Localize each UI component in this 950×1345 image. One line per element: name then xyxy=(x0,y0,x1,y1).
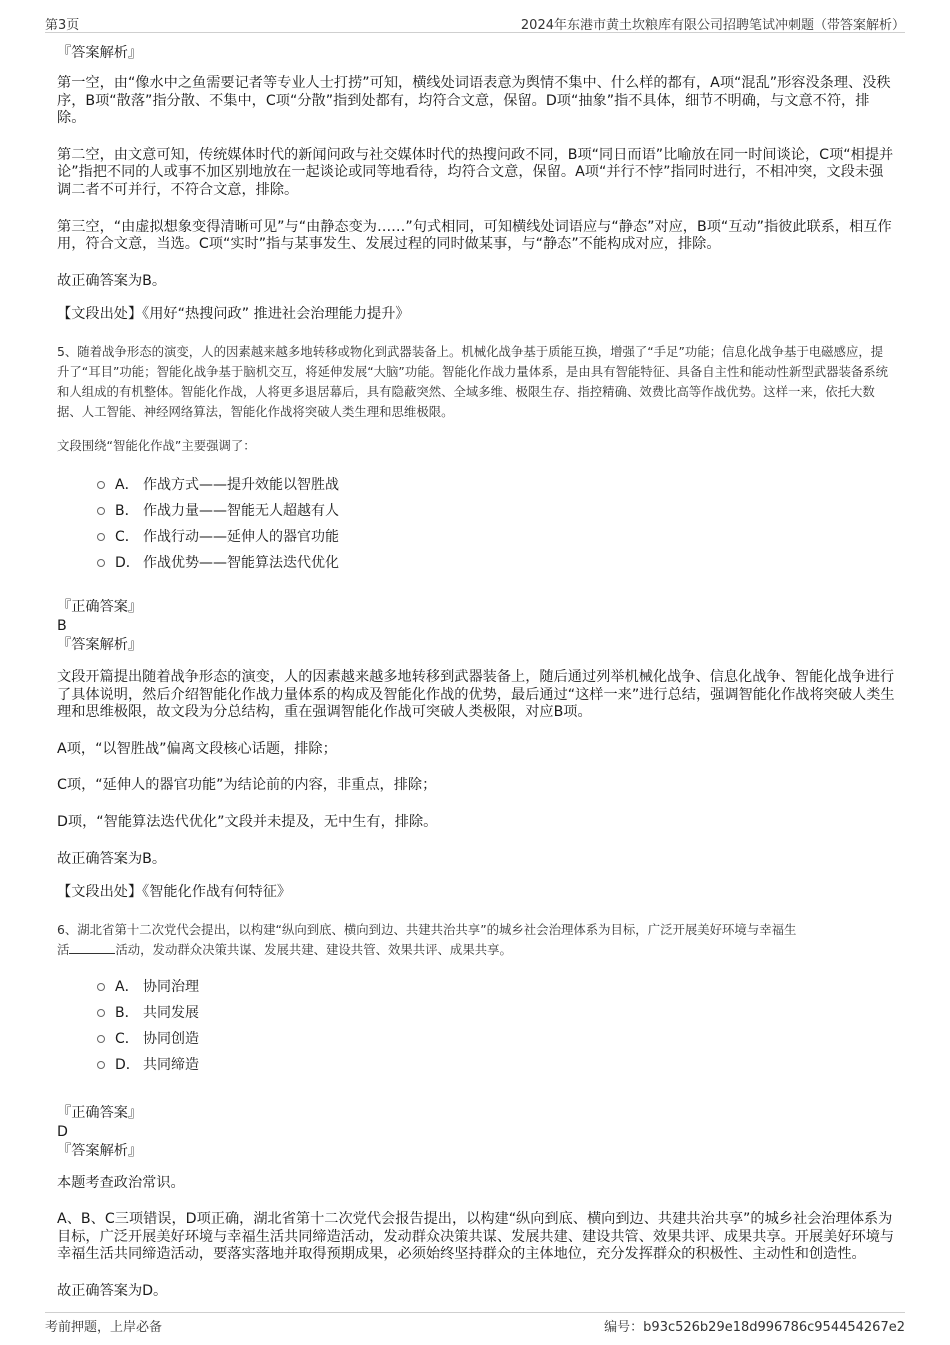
radio-icon[interactable] xyxy=(97,559,105,567)
q5-source: 【文段出处】《智能化作战有何特征》 xyxy=(57,884,292,901)
q6-analysis-label: 『答案解析』 xyxy=(57,1142,143,1159)
radio-icon[interactable] xyxy=(97,1009,105,1017)
q6-option-b[interactable]: B． 共同发展 xyxy=(97,1000,895,1026)
radio-icon[interactable] xyxy=(97,1061,105,1069)
q6-options xyxy=(97,974,895,1078)
document-id: 编号：b93c526b29e18d996786c954454267e2 xyxy=(604,1320,905,1335)
q6-option-c[interactable]: C． 协同创造 xyxy=(97,1026,895,1052)
q4-conclusion: 故正确答案为B。 xyxy=(57,272,167,289)
q5-question: 文段围绕“智能化作战”主要强调了： xyxy=(57,437,256,453)
radio-icon[interactable] xyxy=(97,481,105,489)
q4-analysis-paragraph: 第三空，“由虚拟想象变得清晰可见”与“由静态变为……”句式相同，可知横线处词语应与“静态”对应，B项“互动”指彼此联系，相互作用，符合文意，当选。C项“实时”指与某事发生、发展过程的同时做某事，与“静态”不能构成对应，排除。 xyxy=(57,218,892,253)
q5-option-c[interactable]: C． 作战行动——延伸人的器官功能 xyxy=(97,524,895,550)
q5-analysis-paragraph: 文段开篇提出随着战争形态的演变，人的因素越来越多地转移到武器装备上，随后通过列举机械化战争、信息化战争、智能化战争进行了具体说明，然后介绍智能化作战力量体系的构成及智能化作战的优势，最后通过“这样一来”进行总结，强调智能化作战将突破人类生理和思维极限，故文段为分总结构，重在强调智能化作战可突破人类极限，对应B项。 xyxy=(57,668,895,721)
q6-analysis-paragraph: 本题考查政治常识。 xyxy=(57,1174,185,1191)
q5-option-a[interactable]: A． 作战方式——提升效能以智胜战 xyxy=(97,472,895,498)
page-header xyxy=(45,12,905,33)
q5-analysis-paragraph: C项，“延伸人的器官功能”为结论前的内容，非重点，排除； xyxy=(57,777,437,794)
q6-answer: D xyxy=(57,1123,68,1140)
q6-analysis-paragraph: A、B、C三项错误，D项正确，湖北省第十二次党代会报告提出，以构建“纵向到底、横向到边、共建共治共享”的城乡社会治理体系为目标，广泛开展美好环境与幸福生活共同缔造活动，发动群众决策共谋、发展共建、建设共管、效果共评、成果共享。开展美好环境与幸福生活共同缔造活动，要落实落地并取得预期成果，必须始终坚持群众的主体地位，充分发挥群众的积极性、主动性和创造性。 xyxy=(57,1211,895,1263)
document-body xyxy=(57,44,895,1301)
page-number: 第3页 xyxy=(45,18,80,33)
q5-option-b[interactable]: B． 作战力量——智能无人超越有人 xyxy=(97,498,895,524)
q4-analysis-paragraph: 第二空，由文意可知，传统媒体时代的新闻问政与社交媒体时代的热搜问政不同，B项“同日而语”比喻放在同一时间谈论，C项“相提并论”指把不同的人或事不加区别地放在一起谈论或同等地看待，均符合文意，保留。A项“并行不悖”指同时进行，不相冲突，文段未强调二者不可并行，不符合文意，排除。 xyxy=(57,146,894,198)
q5-analysis-paragraph: A项，“以智胜战”偏离文段核心话题，排除； xyxy=(57,740,337,757)
q5-conclusion: 故正确答案为B。 xyxy=(57,850,167,867)
radio-icon[interactable] xyxy=(97,507,105,515)
footer-slogan: 考前押题，上岸必备 xyxy=(45,1320,163,1335)
q5-options xyxy=(97,472,895,576)
q6-option-d[interactable]: D． 共同缔造 xyxy=(97,1052,895,1078)
q5-option-d[interactable]: D． 作战优势——智能算法迭代优化 xyxy=(97,550,895,576)
radio-icon[interactable] xyxy=(97,1035,105,1043)
q4-source: 【文段出处】《用好“热搜问政” 推进社会治理能力提升》 xyxy=(57,306,410,323)
document-title: 2024年东港市黄土坎粮库有限公司招聘笔试冲刺题（带答案解析） xyxy=(520,18,905,33)
q6-conclusion: 故正确答案为D。 xyxy=(57,1283,168,1300)
q5-answer: B xyxy=(57,617,67,634)
q5-answer-label: 『正确答案』 xyxy=(57,598,143,615)
q6-option-a[interactable]: A． 协同治理 xyxy=(97,974,895,1000)
q6-answer-label: 『正确答案』 xyxy=(57,1104,143,1121)
q5-analysis-paragraph: D项，“智能算法迭代优化”文段并未提及，无中生有，排除。 xyxy=(57,813,438,830)
q4-analysis-label: 『答案解析』 xyxy=(57,45,143,61)
q5-stem: 5、随着战争形态的演变，人的因素越来越多地转移或物化到武器装备上。机械化战争基于质能互换，增强了“手足”功能；信息化战争基于电磁感应，提升了“耳目”功能；智能化战争基于脑机交互，将延伸发展“大脑”功能。智能化作战力量体系，是由具有智能特征、具备自主性和能动性新型武器装备系统和人组成的有机整体。智能化作战，人将更多退居幕后，具有隐蔽突然、全域多维、极限生存、指控精确、效费比高等作战优势。这样一来，依托大数据、人工智能、神经网络算法，智能化作战将突破人类生理和思维极限。 xyxy=(57,343,889,419)
q6-stem: 6、湖北省第十二次党代会提出，以构建“纵向到底、横向到边、共建共治共享”的城乡社会治理体系为目标，广泛开展美好环境与幸福生 活 活动，发动群众决策共谋、发展共建、建设共管、效果共评、成果共享。 xyxy=(57,921,797,957)
q5-analysis-label: 『答案解析』 xyxy=(57,636,143,653)
answer-blank xyxy=(69,941,115,954)
q4-analysis-paragraph: 第一空，由“像水中之鱼需要记者等专业人士打捞”可知，横线处词语表意为舆情不集中、什么样的都有，A项“混乱”形容没条理、没秩序，B项“散落”指分散、不集中，C项“分散”指到处都有，均符合文意，保留。D项“抽象”指不具体，细节不明确，与文意不符，排除。 xyxy=(57,75,891,127)
radio-icon[interactable] xyxy=(97,533,105,541)
radio-icon[interactable] xyxy=(97,983,105,991)
page-footer xyxy=(45,1312,905,1333)
